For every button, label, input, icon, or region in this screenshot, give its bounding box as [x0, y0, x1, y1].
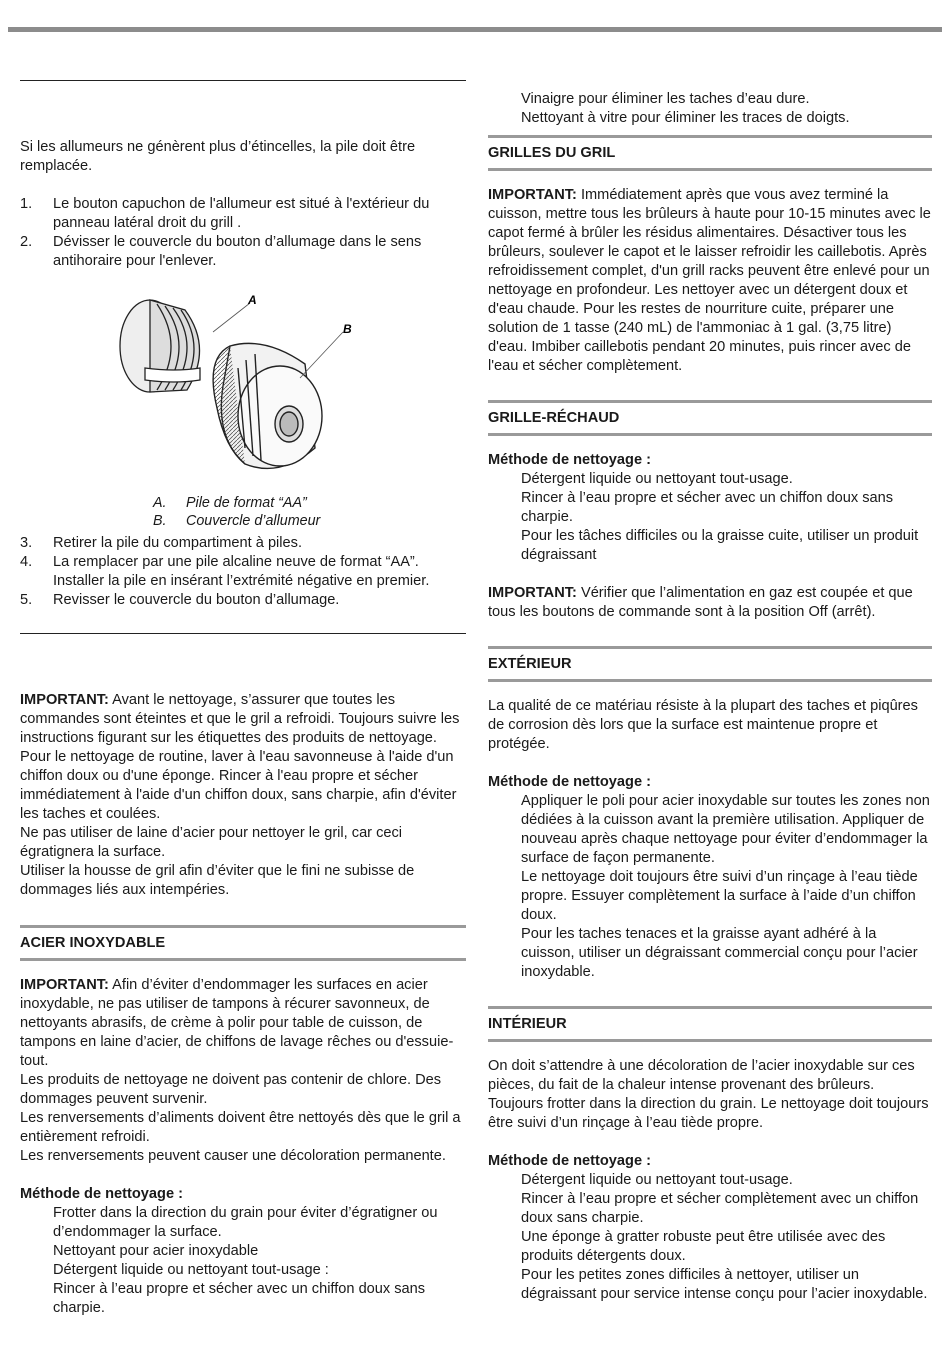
- acier-para-2: Les renversements d’aliments doivent être nettoyés dès que le gril a entièrement refroidi.: [20, 1110, 461, 1145]
- interieur-section: [488, 1006, 932, 1304]
- grilles-important: IMPORTANT: Immédiatement après que vous avez terminé la cuisson, mettre tous les brûleurs à haute pour 10-15 minutes avec le capot fermé à brûler les résidus alimentaires. Désactiver tous les brûleurs, soulever le capot et le laisser refroidir les caillebotis. Après refroidissement complet, d'un grill racks peuvent être enlevé pour un nettoyage en profondeur. Les nettoyer avec un détergent doux et d'eau chaude. Pour les restes de nourriture cuite, préparer une solution de 1 tasse (240 mL) de l'ammoniac à 1 gal. (3,75 litre) d'eau. Imbiber caillebotis pendant 20 minutes, puis rincer avec de l'eau et sécher complètement.: [488, 187, 931, 374]
- top-item-vinaigre: Vinaigre pour éliminer les taches d’eau dure.: [521, 91, 810, 107]
- top-rule: [8, 27, 942, 32]
- cleaning-para-2: Ne pas utiliser de laine d’acier pour nettoyer le gril, car ceci égratignera la surface.: [20, 825, 403, 860]
- interieur-method-label: Méthode de nettoyage :: [488, 1153, 651, 1169]
- acier-method-item: Frotter dans la direction du grain pour éviter d’égratigner ou d’endommager la surface.: [53, 1205, 438, 1240]
- igniter-intro: Si les allumeurs ne génèrent plus d’étincelles, la pile doit être remplacée.: [20, 139, 416, 174]
- section-rule-top: [20, 80, 466, 81]
- caption-b: B. Couvercle d’allumeur: [153, 513, 321, 529]
- step-4: 4. La remplacer par une pile alcaline neuve de format “AA”. Installer la pile en insérant l’extrémité négative en premier.: [20, 554, 430, 589]
- rechaud-method-label: Méthode de nettoyage :: [488, 452, 651, 468]
- igniter-steps-2: [20, 534, 466, 610]
- acier-para-3: Les renversements peuvent causer une décoloration permanente.: [20, 1148, 446, 1164]
- grilles-section: [488, 135, 932, 376]
- cleaning-para-3: Utiliser la housse de gril afin d’éviter que le fini ne subisse de dommages liés aux intempéries.: [20, 863, 415, 898]
- step-3: 3. Retirer la pile du compartiment à piles.: [20, 535, 303, 551]
- igniter-diagram: [105, 288, 365, 480]
- interieur-text: On doit s’attendre à une décoloration de l’acier inoxydable sur ces pièces, du fait de la chaleur intense provenant des brûleurs. Toujours frotter dans la direction du grain. Le nettoyage doit toujours être suivi d’un rinçage à l’eau tiède propre.: [488, 1058, 929, 1131]
- step-2: 2. Dévisser le couvercle du bouton d’allumage dans le sens antihoraire pour l'enlever.: [20, 234, 422, 269]
- section-rule-mid: [20, 633, 466, 634]
- step-5: 5. Revisser le couvercle du bouton d’allumage.: [20, 592, 340, 608]
- exterieur-method-item: Pour les taches tenaces et la graisse ayant adhéré à la cuisson, utiliser un dégraissant commercial conçu pour l’acier inoxydable.: [521, 926, 918, 980]
- exterieur-heading: EXTÉRIEUR: [488, 646, 932, 682]
- rechaud-important: IMPORTANT: Vérifier que l’alimentation en gaz est coupée et que tous les boutons de commande sont à la position Off (arrêt).: [488, 585, 913, 620]
- rechaud-method-item: Pour les tâches difficiles ou la graisse cuite, utiliser un produit dégraissant: [521, 528, 919, 563]
- acier-method-item: Détergent liquide ou nettoyant tout-usage :: [53, 1262, 329, 1278]
- rechaud-section: [488, 400, 932, 622]
- exterieur-text: La qualité de ce matériau résiste à la plupart des taches et piqûres de corrosion dès lors que la surface est maintenue propre et protégée.: [488, 698, 918, 752]
- interieur-method-item: Détergent liquide ou nettoyant tout-usage.: [521, 1172, 793, 1188]
- interieur-method-item: Pour les petites zones difficiles à nettoyer, utiliser un dégraissant pour service intense conçu pour l’acier inoxydable.: [521, 1267, 928, 1302]
- interieur-method-item: Rincer à l’eau propre et sécher complètement avec un chiffon doux sans charpie.: [521, 1191, 919, 1226]
- acier-section: [20, 925, 466, 1318]
- cleaning-section: [20, 691, 466, 900]
- igniter-section: [20, 138, 466, 271]
- acier-heading: ACIER INOXYDABLE: [20, 925, 466, 961]
- grilles-heading: GRILLES DU GRIL: [488, 135, 932, 171]
- figure-label-b: B: [343, 322, 352, 336]
- figure-captions: [153, 494, 453, 530]
- rechaud-heading: GRILLE-RÉCHAUD: [488, 400, 932, 436]
- cleaning-para-1: Pour le nettoyage de routine, laver à l'eau savonneuse à l'aide d'un chiffon doux ou d'une éponge. Rincer à l'eau propre et sécher immédiatement à l'aide d'un chiffon doux, sans charpie, afin d'éviter les taches et coulées.: [20, 749, 457, 822]
- caption-a: A. Pile de format “AA”: [153, 495, 307, 511]
- rechaud-method-item: Rincer à l’eau propre et sécher avec un chiffon doux sans charpie.: [521, 490, 894, 525]
- exterieur-method-item: Appliquer le poli pour acier inoxydable sur toutes les zones non dédiées à la cuisson avant la première utilisation. Appliquer de nouveau après chaque nettoyage pour éviter d’endommager la surface de façon permanente.: [521, 793, 930, 866]
- exterieur-method-label: Méthode de nettoyage :: [488, 774, 651, 790]
- cleaning-important: IMPORTANT: Avant le nettoyage, s’assurer que toutes les commandes sont éteintes et que le gril a refroidi. Toujours suivre les instructions figurant sur les étiquettes des produits de nettoyage.: [20, 692, 460, 746]
- exterieur-section: [488, 646, 932, 982]
- acier-method-item: Nettoyant pour acier inoxydable: [53, 1243, 259, 1259]
- interieur-method-item: Une éponge à gratter robuste peut être utilisée avec des produits détergents doux.: [521, 1229, 886, 1264]
- acier-method-item: Rincer à l’eau propre et sécher avec un chiffon doux sans charpie.: [53, 1281, 426, 1316]
- figure-label-a: A: [248, 293, 257, 307]
- top-items: [488, 90, 932, 128]
- step-1: 1. Le bouton capuchon de l'allumeur est situé à l'extérieur du panneau latéral droit du grill .: [20, 196, 430, 231]
- acier-method-label: Méthode de nettoyage :: [20, 1186, 183, 1202]
- rechaud-method-item: Détergent liquide ou nettoyant tout-usage.: [521, 471, 793, 487]
- acier-important: IMPORTANT: Afin d’éviter d’endommager les surfaces en acier inoxydable, ne pas utiliser de tampons à récurer savonneux, de nettoyants abrasifs, de crème à polir pour table de cuisson, de tampons en laine d’acier, de chiffons de lavage rêches ou d'essuie-tout.: [20, 977, 454, 1069]
- interieur-heading: INTÉRIEUR: [488, 1006, 932, 1042]
- top-item-nettoyant: Nettoyant à vitre pour éliminer les traces de doigts.: [521, 110, 850, 126]
- acier-para-1: Les produits de nettoyage ne doivent pas contenir de chlore. Des dommages peuvent survenir.: [20, 1072, 442, 1107]
- exterieur-method-item: Le nettoyage doit toujours être suivi d’un rinçage à l’eau tiède propre. Essuyer complètement la surface à l’aide d’un chiffon doux.: [521, 869, 918, 923]
